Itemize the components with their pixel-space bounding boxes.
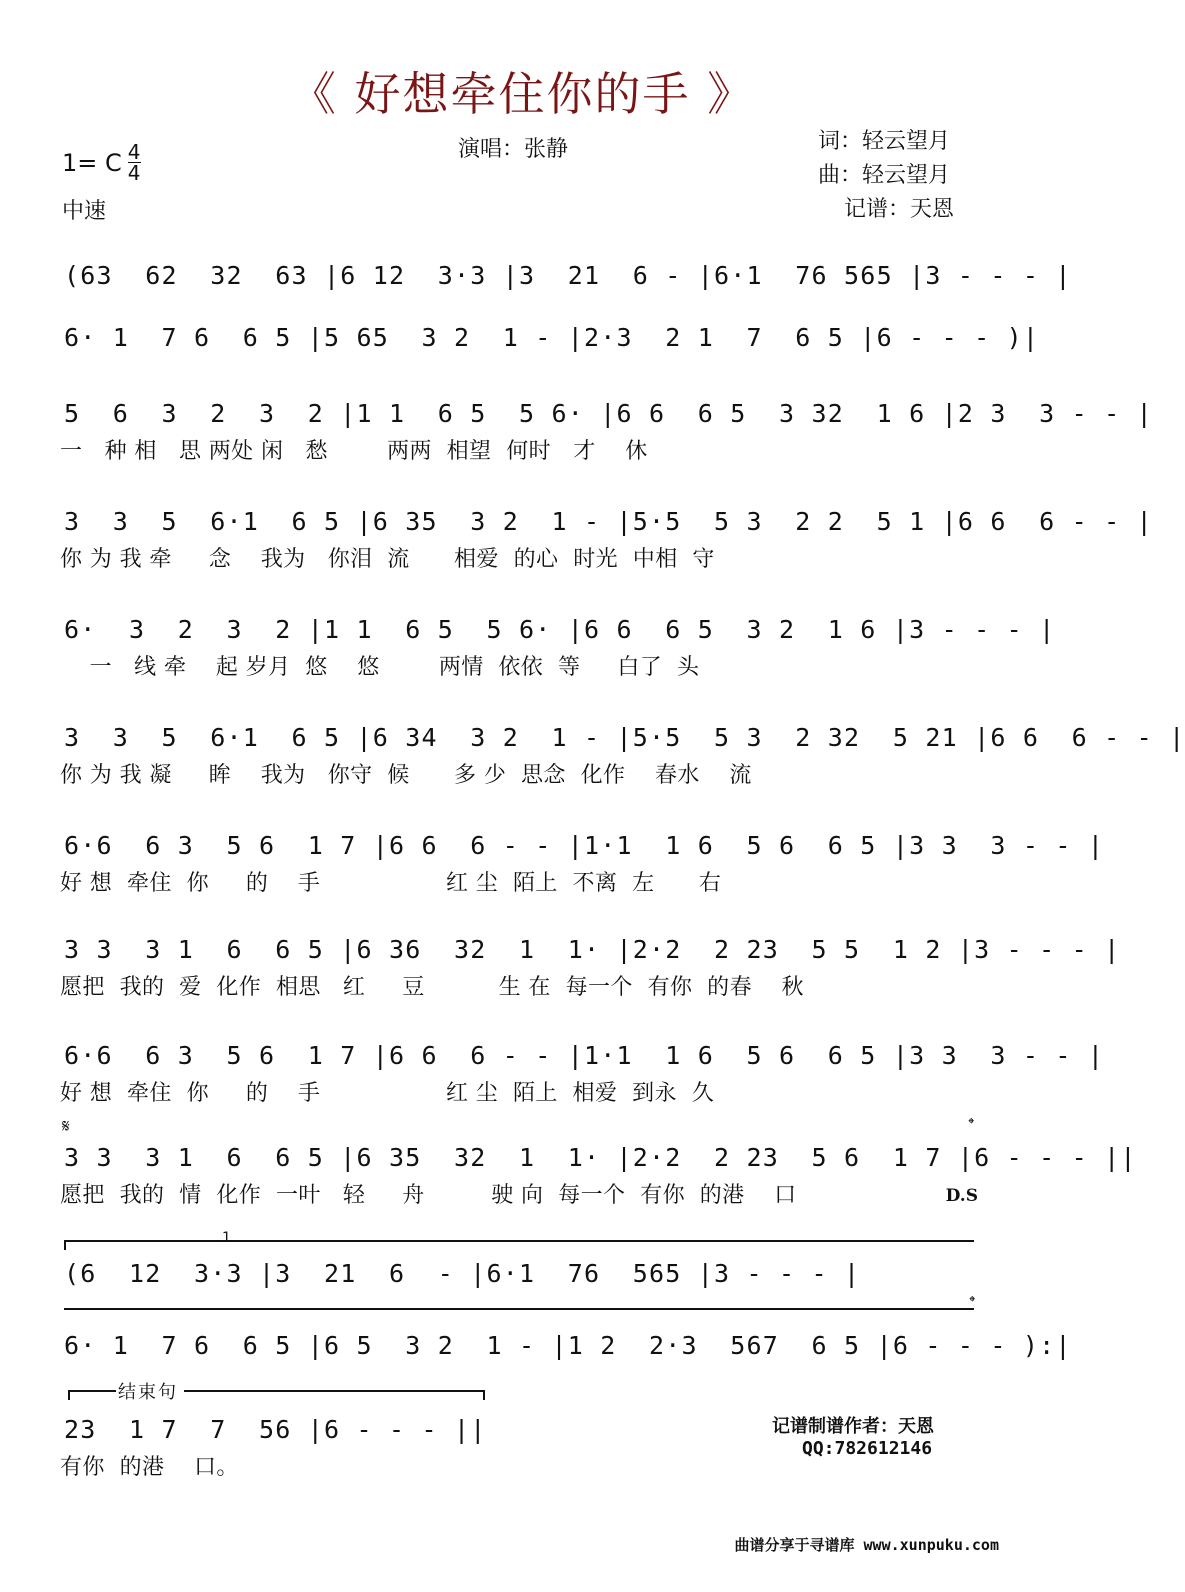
time-bottom: 4: [127, 161, 141, 185]
tempo-marking: 中速: [62, 199, 107, 224]
volta-bracket-lower: [64, 1308, 974, 1310]
coda-sign: 𝄌: [969, 1292, 975, 1311]
score-row: [60, 1410, 500, 1500]
score-row: [60, 718, 1185, 808]
notes-line: 3 3 5 6·1 6 5 |6 35 3 2 1 - |5·5 5 3 2 2 5 1 |6 6 6 - - |: [64, 507, 1153, 536]
score-row: [60, 1114, 1137, 1228]
notes-line: 6·6 6 3 5 6 1 7 |6 6 6 - - |1·1 1 6 5 6 6 5 |3 3 3 - - |: [64, 831, 1105, 860]
notes-line: 6·6 6 3 5 6 1 7 |6 6 6 - - |1·1 1 6 5 6 6 5 |3 3 3 - - |: [64, 1041, 1105, 1070]
lyrics-line: 一 种 相 思 两处 闲 愁 两两 相望 何时 才 休: [60, 439, 648, 464]
coda-sign: 𝄌: [968, 1114, 974, 1133]
lyrics-line: 有你 的港 口。: [60, 1455, 239, 1480]
notes-line: (63 62 32 63 |6 12 3·3 |3 21 6 - |6·1 76 565 |3 - - - |: [64, 261, 1072, 290]
lyrics-line: 你 为 我 牵 念 我为 你泪 流 相爱 的心 时光 中相 守: [60, 547, 715, 572]
lyricist-credit: 词：轻云望月: [818, 129, 951, 154]
author-credit: 记谱制谱作者：天恩: [772, 1416, 934, 1437]
lyrics-line: 你 为 我 凝 眸 我为 你守 候 多 少 思念 化作 春水 流: [60, 763, 752, 788]
notes-line: 6· 1 7 6 6 5 |6 5 3 2 1 - |1 2 2·3 567 6 5 |6 - - - ):|: [64, 1331, 1072, 1360]
lyrics-line: 愿把 我的 爱 化作 相思 红 豆 生 在 每一个 有你 的春 秋: [60, 975, 804, 1000]
notes-line: 6· 3 2 3 2 |1 1 6 5 5 6· |6 6 6 5 3 2 1 6 |3 - - - |: [64, 615, 1056, 644]
time-signature: [128, 142, 141, 183]
composer-credit: 曲：轻云望月: [818, 163, 951, 188]
notes-line: 3 3 3 1 6 6 5 |6 35 32 1 1· |2·2 2 23 5 6 1 7 |6 - - - ||: [64, 1143, 1137, 1172]
volta-number: 1: [222, 1230, 231, 1246]
volta-tick: [64, 1240, 66, 1250]
ending-bracket-right: [184, 1390, 484, 1392]
notes-line: 5 6 3 2 3 2 |1 1 6 5 5 6· |6 6 6 5 3 32 1 6 |2 3 3 - - |: [64, 399, 1153, 428]
ending-tick: [68, 1390, 70, 1400]
key-label: 1= C: [62, 148, 122, 177]
score-row: [60, 826, 1105, 916]
footer-source: 曲谱分享于寻谱库 www.xunpuku.com: [734, 1536, 999, 1554]
singer-credit: 演唱：张静: [458, 137, 569, 162]
transcriber-credit: 记谱：天恩: [844, 197, 955, 222]
lyrics-line: 愿把 我的 情 化作 一叶 轻 舟 驶 向 每一个 有你 的港 口: [60, 1183, 797, 1208]
score-row: [60, 502, 1153, 592]
notes-line: 3 3 5 6·1 6 5 |6 34 3 2 1 - |5·5 5 3 2 32 5 21 |6 6 6 - - |: [64, 723, 1185, 752]
qq-credit: QQ:782612146: [802, 1438, 933, 1459]
ending-tick: [483, 1390, 485, 1400]
notes-line: 6· 1 7 6 6 5 |5 65 3 2 1 - |2·3 2 1 7 6 5 |6 - - - )|: [64, 323, 1040, 352]
ending-bracket-left: [68, 1390, 116, 1392]
page-title: 《 好想牵住你的手 》: [289, 67, 756, 121]
score-row: [60, 1036, 1105, 1126]
notes-line: 23 1 7 7 56 |6 - - - ||: [64, 1415, 487, 1444]
ds-marking: D.S: [945, 1186, 978, 1206]
notes-line: (6 12 3·3 |3 21 6 - |6·1 76 565 |3 - - - |: [64, 1259, 861, 1288]
notes-line: 3 3 3 1 6 6 5 |6 36 32 1 1· |2·2 2 23 5 5 1 2 |3 - - - |: [64, 935, 1121, 964]
score-row: [60, 394, 1153, 484]
segno-sign: 𝄋: [62, 1116, 70, 1137]
lyrics-line: 好 想 牵住 你 的 手 红 尘 陌上 相爱 到永 久: [60, 1081, 715, 1106]
score-row: [60, 610, 1056, 700]
time-top: 4: [127, 140, 141, 164]
lyrics-line: 一 线 牵 起 岁月 悠 悠 两情 依依 等 白了 头: [60, 655, 700, 680]
score-row: [60, 930, 1121, 1020]
score-row: [60, 1326, 1072, 1416]
ending-label: 结束句: [118, 1382, 178, 1403]
lyrics-line: 好 想 牵住 你 的 手 红 尘 陌上 不离 左 右: [60, 871, 722, 896]
volta-bracket: [64, 1240, 974, 1242]
key-signature: [62, 142, 141, 183]
